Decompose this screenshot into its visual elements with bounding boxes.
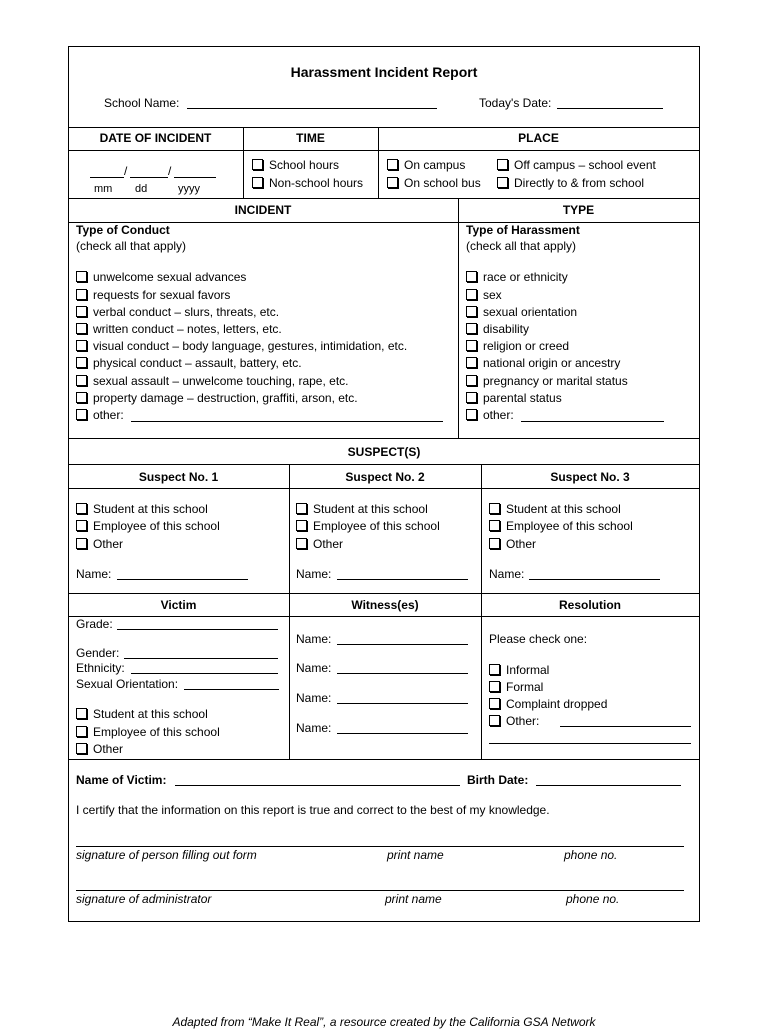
checkbox[interactable]: [76, 323, 87, 334]
conduct-hint: (check all that apply): [76, 239, 187, 253]
witness-name-field[interactable]: [337, 662, 468, 674]
birth-date-label: Birth Date:: [467, 773, 529, 787]
checkbox[interactable]: [489, 681, 500, 692]
suspect-option-other[interactable]: Other: [76, 537, 123, 551]
suspect-2-header: Suspect No. 2: [345, 470, 425, 484]
checkbox[interactable]: [296, 538, 307, 549]
witness-name-field[interactable]: [337, 633, 468, 645]
checkbox[interactable]: [489, 538, 500, 549]
checkbox[interactable]: [76, 743, 87, 754]
resolution-option-dropped[interactable]: Complaint dropped: [489, 697, 607, 711]
conduct-item-other[interactable]: other:: [76, 408, 124, 422]
suspect-name-label: Name:: [489, 567, 525, 581]
ethnicity-label: Ethnicity:: [76, 661, 125, 675]
resolution-option-formal[interactable]: Formal: [489, 680, 543, 694]
orientation-label: Sexual Orientation:: [76, 677, 179, 691]
checkbox[interactable]: [76, 726, 87, 737]
harassment-item[interactable]: national origin or ancestry: [466, 356, 620, 370]
suspect-option-student[interactable]: Student at this school: [296, 502, 428, 516]
day-field[interactable]: [130, 166, 168, 178]
witness-name-label: Name:: [296, 661, 332, 675]
harassment-item[interactable]: sex: [466, 288, 502, 302]
birth-date-field[interactable]: [536, 774, 681, 786]
orientation-field[interactable]: [184, 678, 279, 690]
suspect-name-label: Name:: [76, 567, 112, 581]
checkbox[interactable]: [252, 177, 263, 188]
suspects-header: SUSPECT(S): [347, 445, 421, 459]
time-column-header: TIME: [296, 131, 325, 145]
incident-header: INCIDENT: [234, 203, 292, 217]
harassment-item[interactable]: disability: [466, 322, 529, 336]
conduct-item[interactable]: written conduct – notes, letters, etc.: [76, 322, 282, 336]
victim-header: Victim: [160, 598, 197, 612]
place-option-to-from-school[interactable]: Directly to & from school: [497, 176, 644, 190]
checkbox[interactable]: [76, 392, 87, 403]
checkbox[interactable]: [296, 503, 307, 514]
conduct-item[interactable]: verbal conduct – slurs, threats, etc.: [76, 305, 279, 319]
suspect-3-header: Suspect No. 3: [550, 470, 630, 484]
checkbox[interactable]: [76, 708, 87, 719]
date-slash: /: [168, 164, 172, 178]
checkbox[interactable]: [296, 520, 307, 531]
checkbox[interactable]: [489, 503, 500, 514]
phone-label: phone no.: [566, 892, 620, 906]
type-header: TYPE: [562, 203, 595, 217]
checkbox[interactable]: [489, 520, 500, 531]
conduct-other-field[interactable]: [131, 410, 443, 422]
checkbox[interactable]: [497, 177, 508, 188]
place-column-header: PLACE: [518, 131, 559, 145]
resolution-header: Resolution: [559, 598, 621, 612]
suspect-option-other[interactable]: Other: [296, 537, 343, 551]
admin-signature-label: signature of administrator: [76, 892, 212, 906]
date-column-header: DATE OF INCIDENT: [99, 131, 212, 145]
time-option-non-school[interactable]: Non-school hours: [252, 176, 363, 190]
gender-field[interactable]: [124, 647, 278, 659]
conduct-item[interactable]: property damage – destruction, graffiti, arson, etc.: [76, 391, 358, 405]
grade-label: Grade:: [76, 617, 113, 631]
todays-date-field[interactable]: [557, 97, 663, 109]
checkbox[interactable]: [76, 538, 87, 549]
checkbox[interactable]: [76, 289, 87, 300]
witness-header: Witness(es): [351, 598, 419, 612]
suspect-option-employee[interactable]: Employee of this school: [296, 519, 440, 533]
year-field[interactable]: [174, 166, 216, 178]
month-field[interactable]: [90, 166, 124, 178]
suspect-option-student[interactable]: Student at this school: [489, 502, 621, 516]
checkbox[interactable]: [466, 392, 477, 403]
harassment-item[interactable]: religion or creed: [466, 339, 569, 353]
checkbox[interactable]: [489, 698, 500, 709]
date-slash: /: [124, 164, 128, 178]
resolution-other-field[interactable]: [560, 715, 691, 727]
checkbox[interactable]: [466, 289, 477, 300]
certification-text: I certify that the information on this report is true and correct to the best of my knowledge.: [76, 803, 550, 817]
suspect-option-employee[interactable]: Employee of this school: [489, 519, 633, 533]
checkbox[interactable]: [466, 357, 477, 368]
checkbox[interactable]: [387, 177, 398, 188]
checkbox[interactable]: [466, 375, 477, 386]
suspect-1-name-field[interactable]: [117, 568, 248, 580]
checkbox[interactable]: [76, 520, 87, 531]
checkbox[interactable]: [466, 306, 477, 317]
conduct-title: Type of Conduct: [76, 223, 170, 237]
school-name-field[interactable]: [187, 97, 437, 109]
witness-name-field[interactable]: [337, 692, 468, 704]
signature-label: signature of person filling out form: [76, 848, 257, 862]
dd-label: dd: [135, 183, 148, 195]
harassment-item[interactable]: sexual orientation: [466, 305, 577, 319]
checkbox[interactable]: [76, 340, 87, 351]
suspect-1-header: Suspect No. 1: [138, 470, 219, 484]
harassment-item[interactable]: pregnancy or marital status: [466, 374, 628, 388]
signature-line-2[interactable]: [76, 890, 684, 891]
resolution-prompt: Please check one:: [489, 632, 588, 646]
todays-date-label: Today's Date:: [479, 96, 552, 110]
checkbox[interactable]: [76, 409, 87, 420]
checkbox[interactable]: [76, 503, 87, 514]
conduct-item[interactable]: visual conduct – body language, gestures, intimidation, etc.: [76, 339, 407, 353]
checkbox[interactable]: [387, 159, 398, 170]
print-name-label: print name: [385, 892, 442, 906]
checkbox[interactable]: [76, 357, 87, 368]
suspect-name-label: Name:: [296, 567, 332, 581]
victim-option-employee[interactable]: Employee of this school: [76, 725, 220, 739]
checkbox[interactable]: [466, 323, 477, 334]
checkbox[interactable]: [466, 271, 477, 282]
suspect-option-employee[interactable]: Employee of this school: [76, 519, 220, 533]
harassment-item[interactable]: parental status: [466, 391, 562, 405]
witness-name-label: Name:: [296, 721, 332, 735]
gender-label: Gender:: [76, 646, 120, 660]
time-option-school-hours[interactable]: School hours: [252, 158, 339, 172]
harassment-hint: (check all that apply): [466, 239, 577, 253]
victim-option-other[interactable]: Other: [76, 742, 123, 756]
mm-label: mm: [94, 183, 113, 195]
page-title: Harassment Incident Report: [290, 64, 478, 80]
suspect-3-name-field[interactable]: [529, 568, 660, 580]
harassment-item-other[interactable]: other:: [466, 408, 514, 422]
yyyy-label: yyyy: [178, 183, 200, 195]
signature-line-1[interactable]: [76, 846, 684, 847]
checkbox[interactable]: [76, 271, 87, 282]
suspect-option-other[interactable]: Other: [489, 537, 536, 551]
witness-name-field[interactable]: [337, 722, 468, 734]
witness-name-label: Name:: [296, 632, 332, 646]
checkbox[interactable]: [76, 375, 87, 386]
conduct-item[interactable]: physical conduct – assault, battery, etc.: [76, 356, 302, 370]
victim-name-field[interactable]: [175, 774, 460, 786]
ethnicity-field[interactable]: [131, 662, 278, 674]
place-option-on-campus[interactable]: On campus: [387, 158, 465, 172]
checkbox[interactable]: [466, 409, 477, 420]
school-name-label: School Name:: [104, 96, 180, 110]
grade-field[interactable]: [117, 618, 278, 630]
harassment-other-field[interactable]: [521, 410, 664, 422]
harassment-title: Type of Harassment: [466, 223, 580, 237]
checkbox[interactable]: [489, 664, 500, 675]
resolution-option-informal[interactable]: Informal: [489, 663, 549, 677]
checkbox[interactable]: [252, 159, 263, 170]
checkbox[interactable]: [76, 306, 87, 317]
place-option-off-campus[interactable]: Off campus – school event: [497, 158, 656, 172]
resolution-option-other[interactable]: Other:: [489, 714, 539, 728]
print-name-label: print name: [387, 848, 444, 862]
phone-label: phone no.: [564, 848, 618, 862]
harassment-item[interactable]: race or ethnicity: [466, 270, 568, 284]
conduct-item[interactable]: sexual assault – unwelcome touching, rape, etc.: [76, 374, 348, 388]
victim-name-label: Name of Victim:: [76, 773, 167, 787]
conduct-item[interactable]: unwelcome sexual advances: [76, 270, 246, 284]
resolution-other-field-line2[interactable]: [489, 732, 691, 744]
suspect-option-student[interactable]: Student at this school: [76, 502, 208, 516]
witness-name-label: Name:: [296, 691, 332, 705]
place-option-school-bus[interactable]: On school bus: [387, 176, 481, 190]
suspect-2-name-field[interactable]: [337, 568, 468, 580]
checkbox[interactable]: [497, 159, 508, 170]
conduct-item[interactable]: requests for sexual favors: [76, 288, 230, 302]
checkbox[interactable]: [466, 340, 477, 351]
credit-line: Adapted from “Make It Real”, a resource created by the California GSA Network: [172, 1015, 596, 1029]
checkbox[interactable]: [489, 715, 500, 726]
victim-option-student[interactable]: Student at this school: [76, 707, 208, 721]
